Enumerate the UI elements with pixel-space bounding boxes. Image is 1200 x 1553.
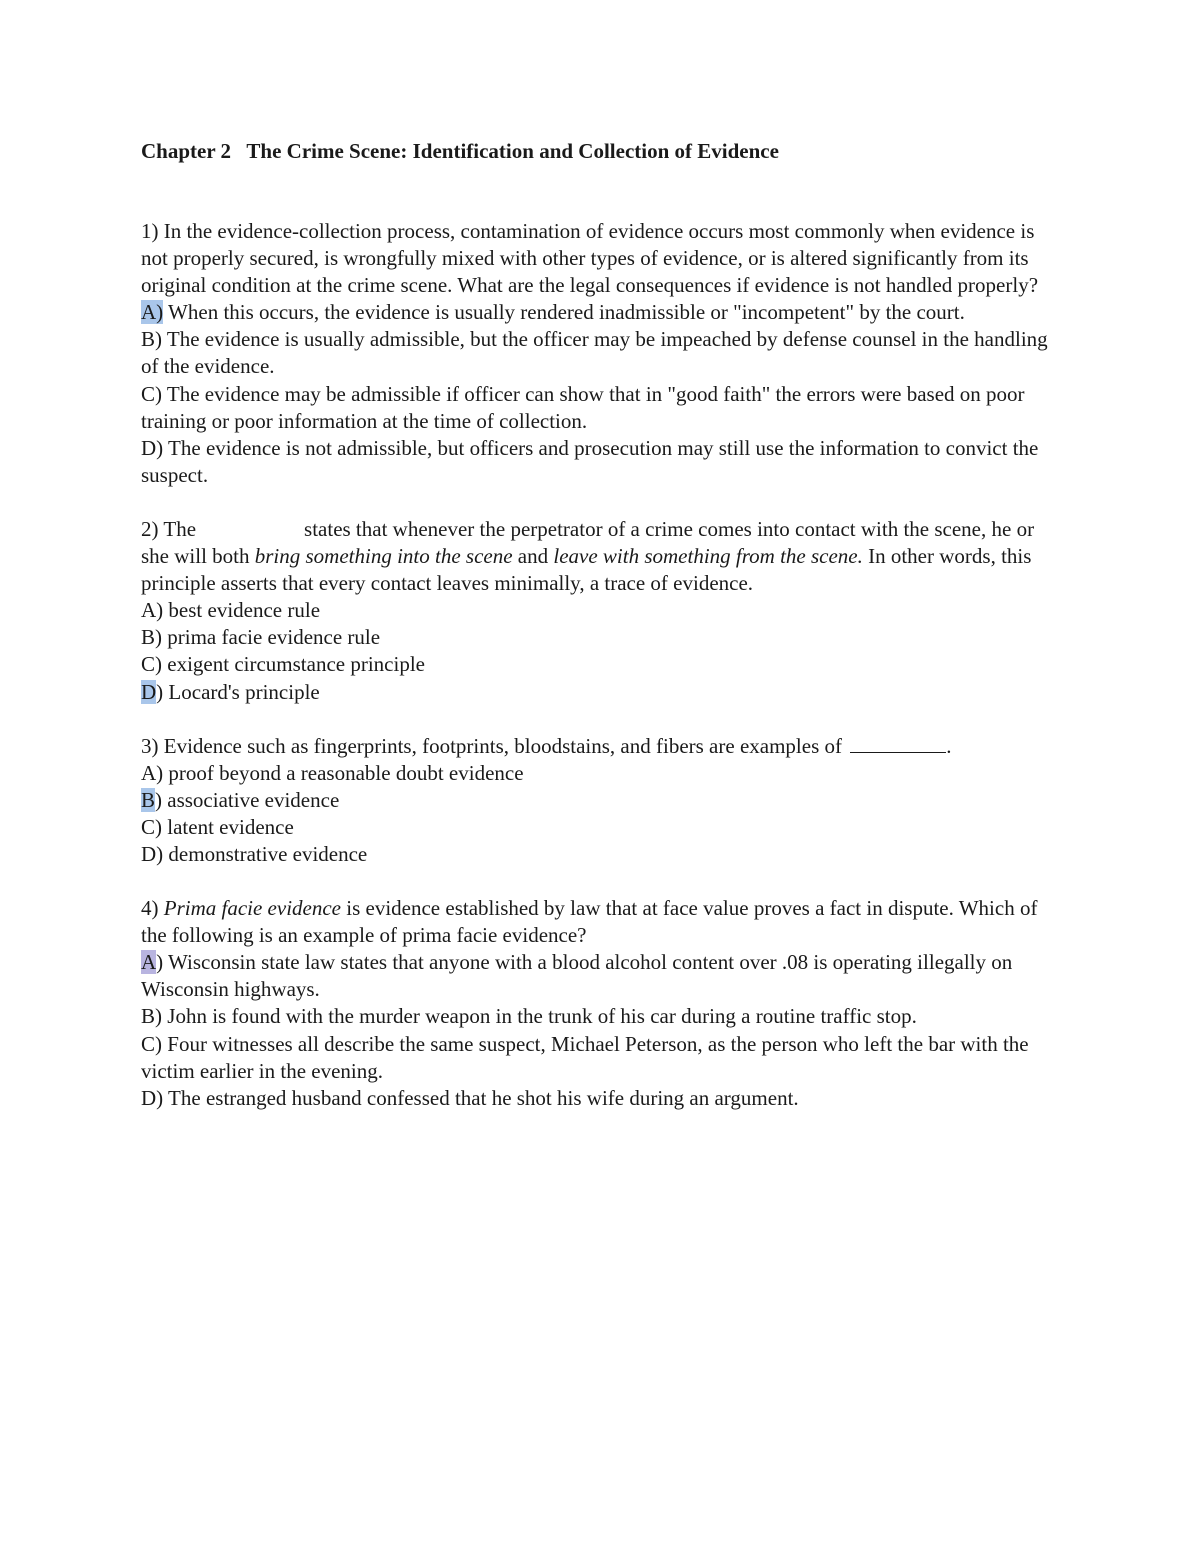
option-a: A) Wisconsin state law states that anyone with a blood alcohol content over .08 is operating illegally on Wisconsin highways. (141, 950, 1013, 1002)
question-text: In the evidence-collection process, contamination of evidence occurs most commonly when evidence is not properly secured, is wrongfully mixed with other types of evidence, or is altered significantly from its original condition at the crime scene. What are the legal consequences if evidence is not handled properly? (141, 219, 1039, 298)
question-stem (141, 218, 1061, 299)
option-d: D) demonstrative evidence (141, 841, 368, 866)
question-stem: 3) Evidence such as fingerprints, footprints, bloodstains, and fibers are examples of . (141, 733, 952, 758)
option-c: C) latent evidence (141, 814, 294, 839)
question-stem: 4) Prima facie evidence is evidence established by law that at face value proves a fact in dispute. Which of the following is an example of prima facie evidence? (141, 896, 1038, 948)
chapter-title: Chapter 2 The Crime Scene: Identification and Collection of Evidence (141, 139, 779, 163)
answer-highlight: D (141, 679, 157, 704)
option-d: D) The estranged husband confessed that he shot his wife during an argument. (141, 1085, 799, 1110)
question-number: 3) (141, 733, 159, 758)
option-d: D) The evidence is not admissible, but officers and prosecution may still use the information to convict the suspect. (141, 435, 1039, 487)
question-stem: 2) The states that whenever the perpetrator of a crime comes into contact with the scene, he or she will both bring something into the scene and leave with something from the scene. In other words, this principle asserts that every contact leaves minimally, a trace of evidence. (141, 516, 1035, 596)
document-body (141, 138, 1061, 1139)
question-3 (141, 733, 1061, 868)
option-b: B) The evidence is usually admissible, but the officer may be impeached by defense counsel in the handling of the evidence. (141, 327, 1048, 379)
option-a: A) proof beyond a reasonable doubt evidence (141, 760, 524, 785)
option-a: A) When this occurs, the evidence is usually rendered inadmissible or "incompetent" by the court. (141, 300, 965, 325)
option-c: C) Four witnesses all describe the same suspect, Michael Peterson, as the person who left the bar with the victim earlier in the evening. (141, 1031, 1029, 1083)
question-number: 4) (141, 896, 159, 921)
option-a: A) best evidence rule (141, 598, 321, 623)
question-4 (141, 895, 1061, 1112)
option-d: D) Locard's principle (141, 679, 320, 704)
question-1 (141, 218, 1061, 489)
answer-highlight: A) (141, 300, 164, 325)
option-b: B) prima facie evidence rule (141, 625, 381, 650)
option-b: B) associative evidence (141, 787, 340, 812)
fill-in-blank (850, 735, 946, 753)
question-2 (141, 516, 1061, 706)
option-c: C) exigent circumstance principle (141, 652, 425, 677)
answer-highlight: A (141, 950, 157, 975)
option-b: B) John is found with the murder weapon in the trunk of his car during a routine traffic stop. (141, 1004, 917, 1029)
question-number: 1) (141, 219, 159, 243)
question-number: 2) (141, 516, 159, 541)
option-c: C) The evidence may be admissible if officer can show that in "good faith" the errors were based on poor training or poor information at the time of collection. (141, 381, 1025, 433)
answer-highlight: B (141, 787, 156, 812)
